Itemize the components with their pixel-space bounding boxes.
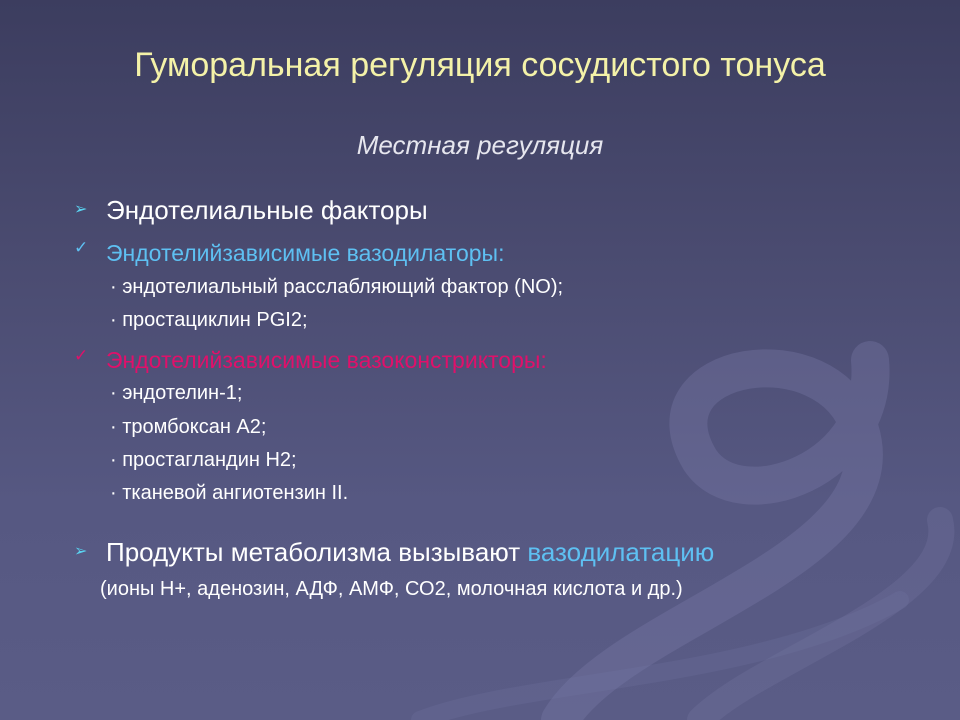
vasodilator-item: · простациклин PGI2; (110, 309, 308, 331)
check-bullet-icon: ✓ (74, 238, 89, 257)
vasoconstrictor-item: · тромбоксан А2; (110, 416, 267, 438)
arrow-bullet-icon: ➢ (74, 201, 88, 218)
metabolism-note: (ионы Н+, аденозин, АДФ, АМФ, СО2, молочная кислота и др.) (100, 578, 683, 600)
metabolism-heading (106, 537, 714, 568)
vasoconstrictor-item: · тканевой ангиотензин II. (110, 482, 349, 504)
vasoconstrictors-heading: Эндотелийзависимые вазоконстрикторы: (106, 347, 547, 373)
metabolism-heading-accent: вазодилатацию (527, 537, 715, 567)
vasodilators-heading: Эндотелийзависимые вазодилаторы: (106, 240, 505, 266)
vasoconstrictor-item: · простагландин Н2; (110, 449, 297, 471)
arrow-bullet-icon: ➢ (74, 543, 88, 560)
section-heading-endothelial: Эндотелиальные факторы (106, 195, 428, 225)
slide-title: Гуморальная регуляция сосудистого тонуса (134, 46, 826, 84)
slide-subtitle: Местная регуляция (356, 130, 604, 160)
metabolism-heading-text: Продукты метаболизма вызывают (106, 537, 528, 567)
vasoconstrictor-item: · эндотелин-1; (110, 382, 243, 404)
check-bullet-icon: ✓ (74, 346, 89, 365)
vasodilator-item: · эндотелиальный расслабляющий фактор (NO); (110, 276, 564, 298)
